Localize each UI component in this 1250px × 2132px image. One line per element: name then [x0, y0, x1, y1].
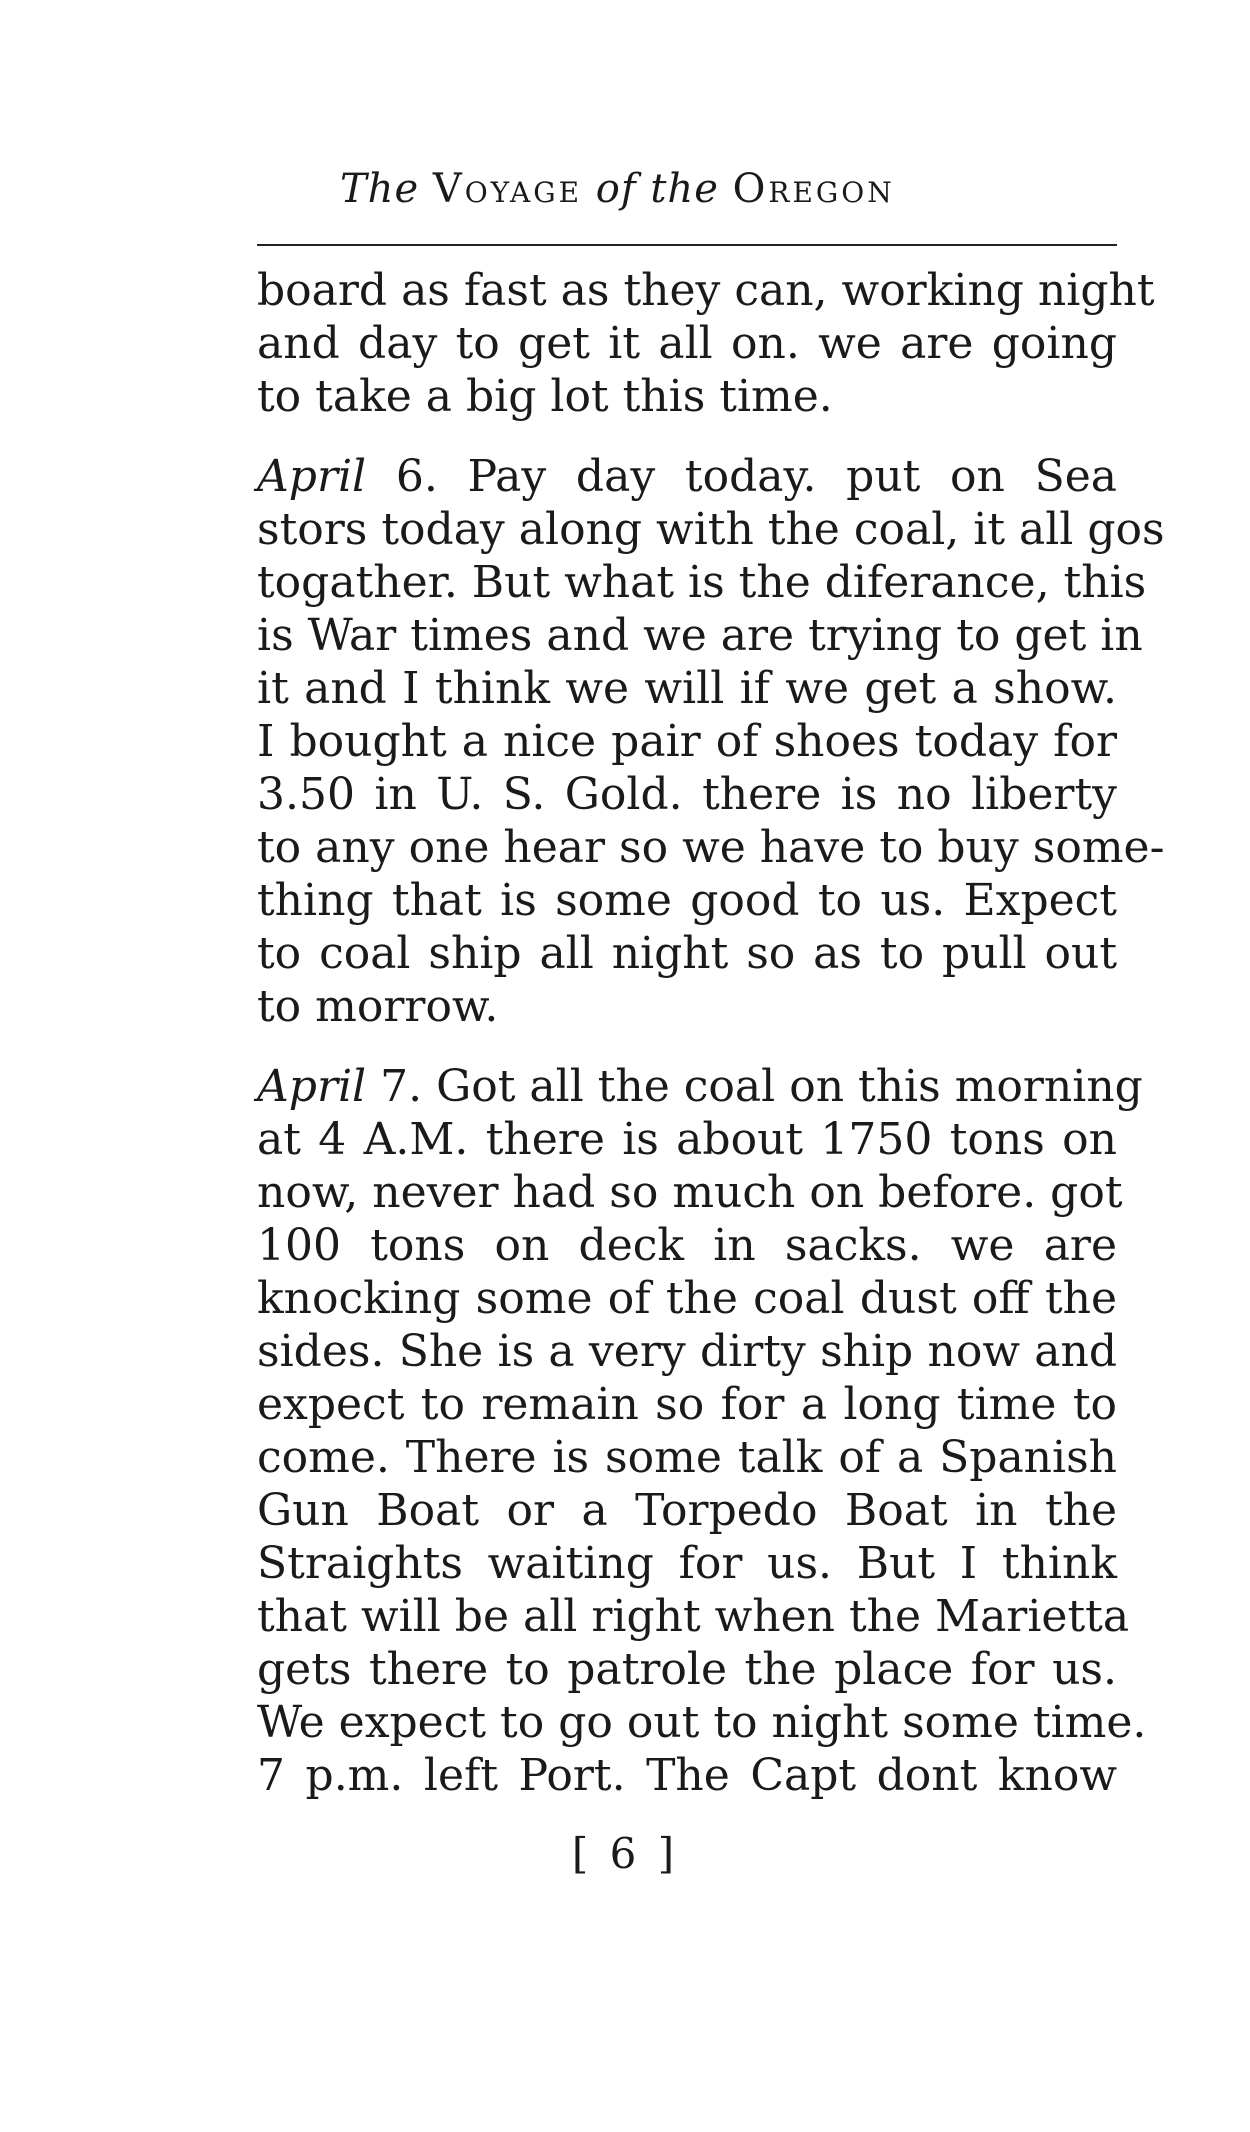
text-line: to any one hear so we have to buy some- [257, 822, 1165, 873]
text-line: board as fast as they can, working night [257, 265, 1155, 316]
text-line: thing that is some good to us. Expect [257, 875, 1117, 926]
text-line: Gun Boat or a Torpedo Boat in the [257, 1485, 1117, 1536]
text-line: that will be all right when the Marietta [257, 1591, 1130, 1642]
running-head-voyage: Voyage [432, 166, 583, 212]
text-line: at 4 A.M. there is about 1750 tons on [257, 1114, 1117, 1165]
running-head [340, 166, 1080, 212]
entry-first-line [257, 450, 1117, 503]
text-line: togather. But what is the diferance, this [257, 557, 1147, 608]
text-line: 100 tons on deck in sacks. we are [257, 1220, 1117, 1271]
text-line: to morrow. [257, 981, 499, 1032]
text-line: sides. She is a very dirty ship now and [257, 1326, 1117, 1377]
text-line: We expect to go out to night some time. [257, 1697, 1147, 1748]
text-line: is War times and we are trying to get in [257, 610, 1143, 661]
text-line: and day to get it all on. we are going [257, 318, 1117, 369]
text-line: Straights waiting for us. But I think [257, 1538, 1117, 1589]
entry-first-line-text: 6. Pay day today. put on Sea [366, 451, 1117, 502]
entry-april-6 [257, 450, 1165, 1033]
header-rule [257, 244, 1117, 246]
text-line: to take a big lot this time. [257, 371, 833, 422]
paragraph-continued [257, 264, 1155, 423]
text-line: I bought a nice pair of shoes today for [257, 716, 1117, 767]
entry-april-7 [257, 1060, 1147, 1802]
entry-first-line-text: 7. Got all the coal on this morning [366, 1061, 1143, 1112]
running-head-oregon: Oregon [732, 166, 895, 212]
page-number: [ 6 ] [571, 1829, 679, 1878]
text-line: 3.50 in U. S. Gold. there is no liberty [257, 769, 1117, 820]
entry-first-line [257, 1060, 1143, 1113]
text-line: stors today along with the coal, it all gos [257, 504, 1165, 555]
entry-date: April [257, 1061, 367, 1112]
text-line: 7 p.m. left Port. The Capt dont know [257, 1750, 1117, 1801]
text-line: to coal ship all night so as to pull out [257, 928, 1117, 979]
running-head-the: The [340, 166, 420, 212]
text-line: expect to remain so for a long time to [257, 1379, 1117, 1430]
running-head-of-the: of the [595, 166, 719, 212]
text-line: it and I think we will if we get a show. [257, 663, 1117, 714]
text-line: knocking some of the coal dust off the [257, 1273, 1117, 1324]
text-line: come. There is some talk of a Spanish [257, 1432, 1117, 1483]
text-line: gets there to patrole the place for us. [257, 1644, 1117, 1695]
text-line: now, never had so much on before. got [257, 1167, 1123, 1218]
entry-date: April [257, 451, 367, 502]
